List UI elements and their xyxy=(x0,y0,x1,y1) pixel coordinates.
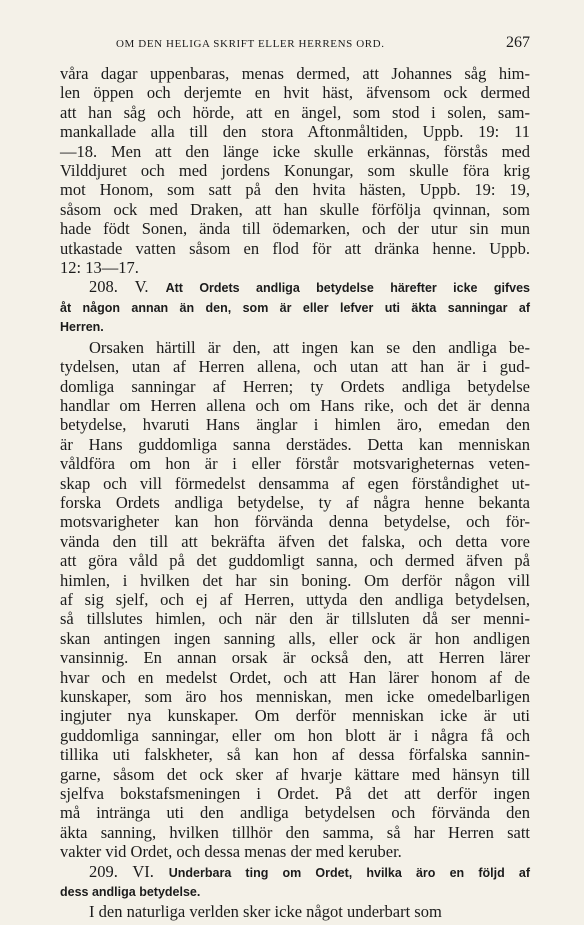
text-line: mot Honom, som satt på den hvita hästen, Uppb. 19: 19, xyxy=(60,180,530,200)
text-line: vakter vid Ordet, och dessa menas der med keruber. xyxy=(60,842,402,862)
text-line: I den naturliga verlden sker icke något underbart som xyxy=(89,902,442,922)
text-line: kunskaper, som äro hos menniskan, men icke omedelbarligen xyxy=(60,687,530,706)
section-title: Underbara ting om Ordet, hvilka äro en följd af xyxy=(168,865,530,880)
section-number: 208. xyxy=(89,277,118,297)
text-line: våra dagar uppenbaras, menas dermed, att Johannes såg him- xyxy=(60,64,530,83)
section-roman: V. xyxy=(134,277,149,297)
text-line: mankallade alla till den stora Aftonmåltiden, Uppb. 19: 11 xyxy=(60,122,530,142)
text-line: hvar och en medelst Ordet, och att Han lärer honom af de xyxy=(60,667,530,687)
text-line: Orsaken härtill är den, att ingen kan se den andliga be- xyxy=(89,337,530,357)
text-line: af sig sjelf, och ej af Herren, uttyda den andliga betydelsen, xyxy=(60,589,530,609)
text-line: guddomliga sanningar, eller om hon blott är i några få och xyxy=(60,725,530,745)
running-title: OM DEN HELIGA SKRIFT ELLER HERRENS ORD. xyxy=(116,38,385,50)
section-title-cont: Herren. xyxy=(60,320,104,335)
text-line: domliga sanningar af Herren; ty Ordets andliga betydelse xyxy=(60,376,530,396)
text-line: skan antingen ingen sanning alls, eller ock är hon andligen xyxy=(60,628,530,648)
text-line: såsom ock med Draken, att han skulle förfölja qvinnan, som xyxy=(60,199,530,219)
page-body xyxy=(60,64,530,922)
text-line: utkastade vatten såsom en flod för att dränka henne. Uppb. xyxy=(60,238,530,258)
text-line: ingjuter nya kunskaper. Om derför menniskan icke är uti xyxy=(60,706,530,726)
text-line: len öppen och derjemte en hvit häst, äfvensom ock dermed xyxy=(60,83,530,103)
text-line: är Hans guddomliga sanna derstädes. Detta kan menniskan xyxy=(60,434,530,454)
text-line: forska Ordets andliga betydelse, ty af några henne bekanta xyxy=(60,492,530,512)
text-line: äkta sanning, hvilken tillhör den samma, så har Herren satt xyxy=(60,822,530,842)
text-line: att göra våld på det guddomligt sanna, och dermed äfven på xyxy=(60,551,530,571)
text-line: vansinnig. En annan orsak är också den, att Herren lärer xyxy=(60,648,530,668)
section-number: 209. xyxy=(89,861,118,881)
text-line: betydelse, hvaruti Hans änglar i himlen äro, emedan den xyxy=(60,415,530,435)
text-line: tydelsen, utan af Herren allena, och utan att han är i gud- xyxy=(60,357,530,377)
section-heading-208 xyxy=(60,277,530,298)
section-title: Att Ordets andliga betydelse härefter icke gifves xyxy=(165,281,531,296)
text-line: så tillslutes himlen, och när den är tillsluten då ser menni- xyxy=(60,609,530,629)
text-line: må intränga uti den andliga betydelsen och förvända den xyxy=(60,803,530,823)
text-line: motsvarigheter kan hon förvända denna betydelse, och för- xyxy=(60,512,530,532)
text-line: himlen, i hvilken det har sin boning. Om derför någon vill xyxy=(60,570,530,590)
text-line: vända den till att bekräfta äfven det falska, och detta vore xyxy=(60,531,530,551)
text-line: —18. Men att den länge icke skulle erkännas, förstås med xyxy=(60,141,530,161)
text-line: hade födt Sonen, ända till ödemarken, och der utur sin mun xyxy=(60,219,530,239)
section-heading-209 xyxy=(60,862,530,883)
text-line: 12: 13—17. xyxy=(60,258,139,278)
running-header xyxy=(60,34,530,52)
text-line: våldföra om hon är i eller förstår motsvarigheternas veten- xyxy=(60,454,530,474)
section-title-cont: dess andliga betydelse. xyxy=(60,885,201,900)
text-line: tillika uti falskheter, så kan hon af dessa förfalska sannin- xyxy=(60,745,530,765)
text-line: skap och vill förmedelst densamma af egen förståndighet ut- xyxy=(60,473,530,493)
text-line: sjelfva bokstafsmeningen i Ordet. På det att derför ingen xyxy=(60,784,530,804)
text-line: handlar om Herren allena och om Hans rike, och det är denna xyxy=(60,395,530,415)
text-line: att han såg och hörde, att en ängel, som stod i solen, sam- xyxy=(60,102,530,122)
page-number: 267 xyxy=(506,34,530,51)
text-line: Vilddjuret och med jordens Konungar, som skulle föra krig xyxy=(60,161,530,181)
text-line: garne, såsom det ock sker af hvarje kättare med hänsyn till xyxy=(60,764,530,784)
section-roman: VI. xyxy=(132,861,154,881)
section-title-cont: åt någon annan än den, som är eller lefver uti äkta sanningar af xyxy=(60,300,530,315)
